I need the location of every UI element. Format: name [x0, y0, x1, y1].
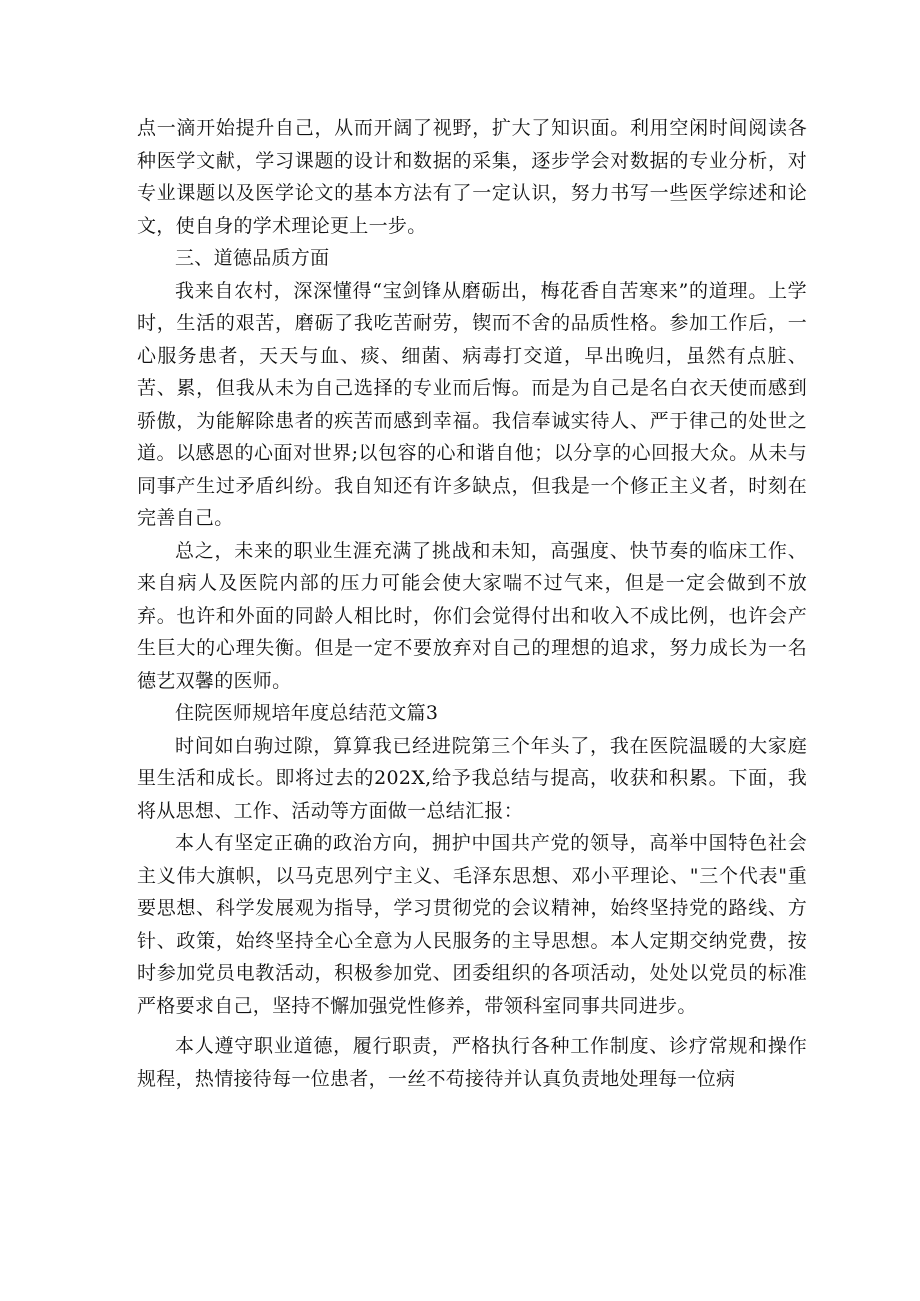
- document-content: [137, 112, 807, 1095]
- paragraph-4: 时间如白驹过隙，算算我已经进院第三个年头了，我在医院温暖的大家庭里生活和成长。即将过去的202X,给予我总结与提高，收获和积累。下面，我将从思想、工作、活动等方面做一总结汇报：: [137, 734, 807, 822]
- paragraph-3: 总之，未来的职业生涯充满了挑战和未知，高强度、快节奏的临床工作、来自病人及医院内部的压力可能会使大家喘不过气来，但是一定会做到不放弃。也许和外面的同龄人相比时，你们会觉得付出和收入不成比例，也许会产生巨大的心理失衡。但是一定不要放弃对自己的理想的追求，努力成长为一名德艺双馨的医师。: [137, 539, 807, 692]
- paragraph-6: 本人遵守职业道德，履行职责，严格执行各种工作制度、诊疗常规和操作规程，热情接待每一位患者，一丝不苟接待并认真负责地处理每一位病: [137, 1035, 807, 1090]
- paragraph-1: 点一滴开始提升自己，从而开阔了视野，扩大了知识面。利用空闲时间阅读各种医学文献，学习课题的设计和数据的采集，逐步学会对数据的专业分析，对专业课题以及医学论文的基本方法有了一定认识，努力书写一些医学综述和论文，使自身的学术理论更上一步。: [137, 117, 807, 237]
- paragraph-2: 我来自农村，深深懂得“宝剑锋从磨砺出，梅花香自苦寒来”的道理。上学时，生活的艰苦，磨砺了我吃苦耐劳，锲而不舍的品质性格。参加工作后，一心服务患者，天天与血、痰、细菌、病毒打交道，早出晚归，虽然有点脏、苦、累，但我从未为自己选择的专业而后悔。而是为自己是名白衣天使而感到骄傲，为能解除患者的疾苦而感到幸福。我信奉诚实待人、严于律己的处世之道。以感恩的心面对世界;以包容的心和谐自他；以分享的心回报大众。从未与同事产生过矛盾纠纷。我自知还有许多缺点，但我是一个修正主义者，时刻在完善自己。: [137, 279, 807, 529]
- paragraph-5: 本人有坚定正确的政治方向，拥护中国共产党的领导，高举中国特色社会主义伟大旗帜，以马克思列宁主义、毛泽东思想、邓小平理论、"三个代表"重要思想、科学发展观为指导，学习贯彻党的会议精神，始终坚持党的路线、方针、政策，始终坚持全心全意为人民服务的主导思想。本人定期交纳党费，按时参加党员电教活动，积极参加党、团委组织的各项活动，处处以党员的标准严格要求自己，坚持不懈加强党性修养，带领科室同事共同进步。: [137, 832, 807, 1017]
- article-heading-part-3: 住院医师规培年度总结范文篇3: [175, 702, 439, 724]
- section-heading-moral-quality: 三、道德品质方面: [175, 247, 330, 269]
